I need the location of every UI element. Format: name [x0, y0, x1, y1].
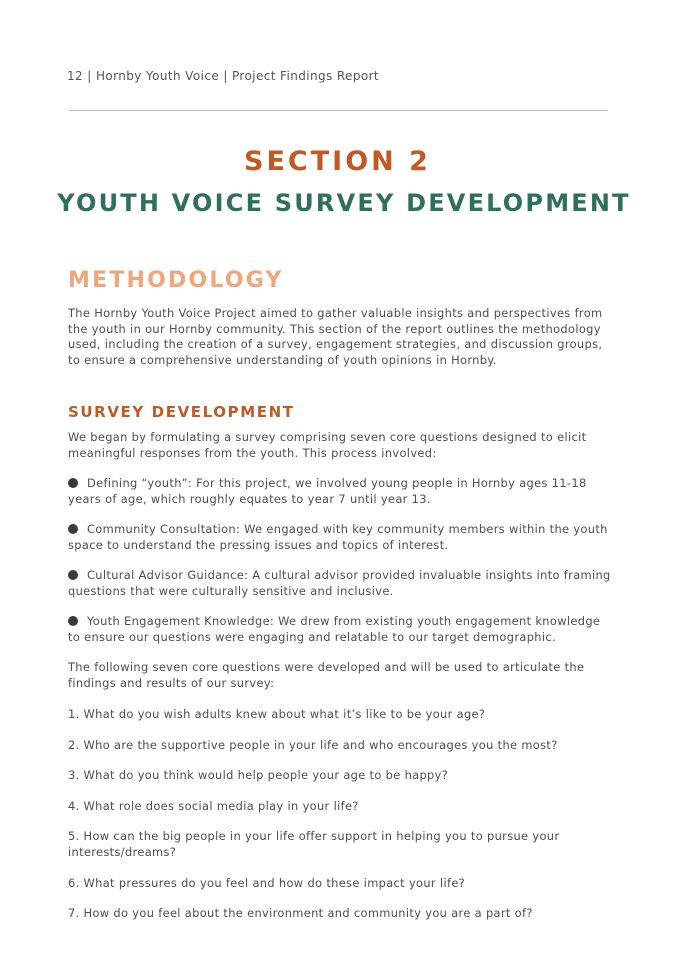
bullet-text: Youth Engagement Knowledge: We drew from existing youth engagement knowledge to ensure our questions were engaging and relatable to our target demographic. [68, 614, 601, 644]
survey-development-heading: SURVEY DEVELOPMENT [68, 403, 295, 421]
bullet-dot-icon [68, 616, 78, 626]
section-title: YOUTH VOICE SURVEY DEVELOPMENT [57, 189, 631, 217]
methodology-heading: METHODOLOGY [68, 268, 284, 293]
section-number: SECTION 2 [244, 146, 431, 177]
question-item: 2. Who are the supportive people in your life and who encourages you the most? [68, 738, 558, 752]
bullet-item [68, 614, 613, 645]
running-header: 12 | Hornby Youth Voice | Project Findings Report [67, 69, 380, 83]
bullet-dot-icon [68, 524, 78, 534]
header-divider [69, 110, 608, 111]
bullet-text: Defining “youth”: For this project, we involved young people in Hornby ages 11-18 years of age, which roughly equates to year 7 until year 13. [68, 476, 587, 506]
bullet-dot-icon [68, 570, 78, 580]
bullet-dot-icon [68, 478, 78, 488]
methodology-paragraph: The Hornby Youth Voice Project aimed to gather valuable insights and perspectives from the youth in our Hornby community. This section of the report outlines the methodology used, including the creation of a survey, engagement strategies, and discussion groups, to ensure a comprehensive understanding of youth opinions in Hornby. [68, 306, 603, 367]
bullet-text: Community Consultation: We engaged with key community members within the youth space to understand the pressing issues and topics of interest. [68, 522, 608, 552]
bullet-text: Cultural Advisor Guidance: A cultural advisor provided invaluable insights into framing questions that were culturally sensitive and inclusive. [68, 568, 611, 598]
question-item: 6. What pressures do you feel and how do these impact your life? [68, 876, 466, 890]
bullet-item [68, 476, 613, 507]
question-item: 7. How do you feel about the environment and community you are a part of? [68, 906, 533, 920]
question-item: 1. What do you wish adults knew about what it’s like to be your age? [68, 707, 486, 721]
questions-intro-paragraph: The following seven core questions were developed and will be used to articulate the findings and results of our survey: [68, 660, 585, 690]
bullet-item [68, 568, 613, 599]
question-item: 4. What role does social media play in your life? [68, 799, 359, 813]
survey-intro-paragraph: We began by formulating a survey comprising seven core questions designed to elicit meaningful responses from the youth. This process involved: [68, 430, 587, 460]
bullet-item [68, 522, 613, 553]
question-item: 5. How can the big people in your life offer support in helping you to pursue your interests/dreams? [68, 829, 560, 859]
question-item: 3. What do you think would help people your age to be happy? [68, 768, 449, 782]
